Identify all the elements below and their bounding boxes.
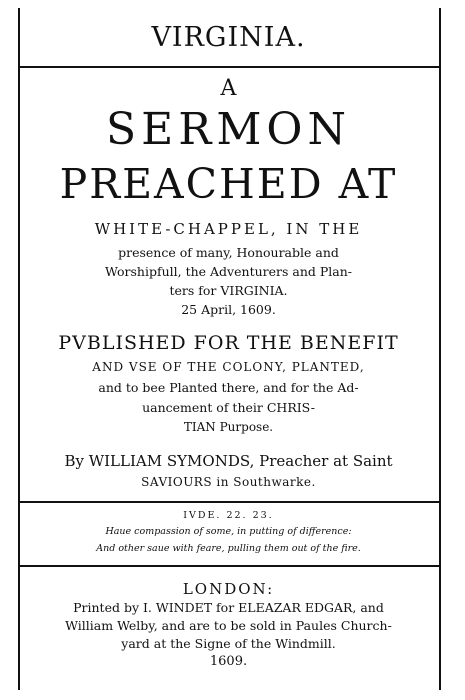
imprint-line: Printed by I. WINDET for ELEAZAR EDGAR, and <box>73 600 384 615</box>
title-article: A <box>220 76 237 101</box>
epigraph-line: Haue compassion of some, in putting of difference: <box>105 526 352 537</box>
place-line: WHITE-CHAPPEL, IN THE <box>94 220 363 238</box>
frame-rule-below-epigraph <box>18 565 441 567</box>
page-title: VIRGINIA. <box>151 22 306 53</box>
benefit-line: and to bee Planted there, and for the Ad- <box>98 380 359 395</box>
frame-right-rule <box>439 8 441 690</box>
imprint-line: yard at the Signe of the Windmill. <box>121 636 336 651</box>
published-heading: PVBLISHED FOR THE BENEFIT <box>58 332 399 354</box>
imprint-line: William Welby, and are to be sold in Paules Church- <box>65 618 392 633</box>
title-line-preached: PREACHED AT <box>59 160 398 208</box>
sermon-date: 25 April, 1609. <box>181 302 276 317</box>
imprint-city: LONDON: <box>182 580 275 598</box>
author-line: By WILLIAM SYMONDS, Preacher at Saint <box>64 452 393 470</box>
benefit-line: uancement of their CHRIS- <box>142 400 315 415</box>
frame-rule-above-epigraph <box>18 501 441 503</box>
epigraph-line: And other saue with feare, pulling them out of the fire. <box>96 543 361 554</box>
title-line-sermon: SERMON <box>105 104 351 155</box>
presence-line: ters for VIRGINIA. <box>169 283 288 298</box>
benefit-line: AND VSE OF THE COLONY, PLANTED, <box>92 360 365 374</box>
presence-line: presence of many, Honourable and <box>118 245 339 260</box>
author-line: SAVIOURS in Southwarke. <box>141 475 316 489</box>
benefit-line: TIAN Purpose. <box>183 420 274 434</box>
presence-line: Worshipfull, the Adventurers and Plan- <box>105 264 352 279</box>
frame-left-rule <box>18 8 20 690</box>
epigraph-reference: IVDE. 22. 23. <box>183 510 274 521</box>
frame-rule-under-title <box>18 66 441 68</box>
imprint-year: 1609. <box>209 654 248 669</box>
